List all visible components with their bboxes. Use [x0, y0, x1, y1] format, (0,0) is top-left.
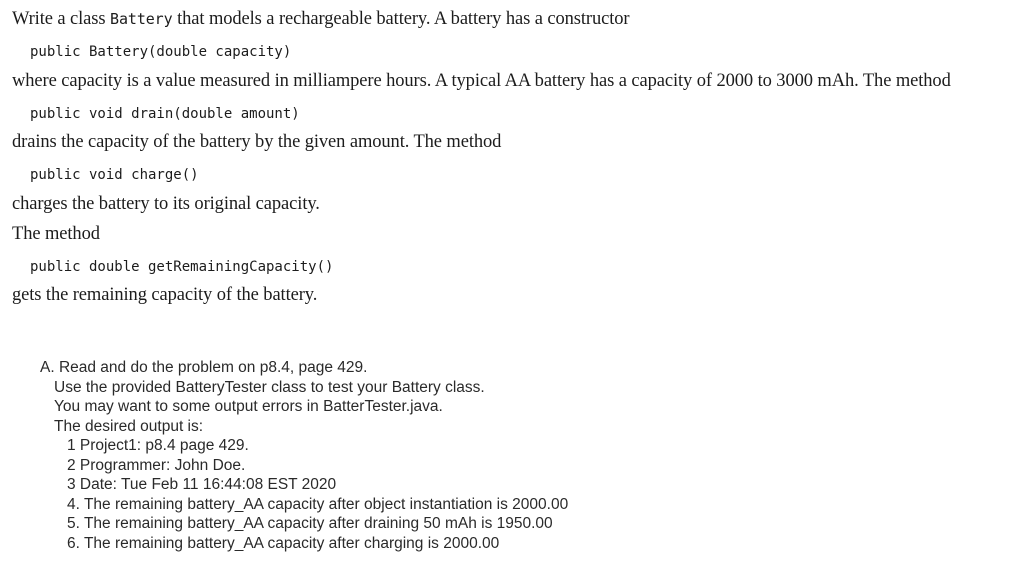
output-line: 3 Date: Tue Feb 11 16:44:08 EST 2020: [67, 476, 337, 493]
drain-signature: public void drain(double amount): [30, 106, 300, 122]
constructor-signature: public Battery(double capacity): [30, 44, 292, 60]
output-line: 6. The remaining battery_AA capacity after charging is 2000.00: [67, 535, 500, 552]
intro-line-3: drains the capacity of the battery by the given amount. The method: [12, 132, 502, 152]
task-output-errors: You may want to some output errors in BatterTester.java.: [54, 398, 443, 415]
get-capacity-signature: public double getRemainingCapacity(): [30, 259, 334, 275]
task-item-a: A. Read and do the problem on p8.4, page 429.: [40, 359, 368, 376]
output-line: 5. The remaining battery_AA capacity after draining 50 mAh is 1950.00: [67, 515, 553, 532]
intro-line-1-prefix: Write a class: [12, 9, 111, 29]
class-name-code: Battery: [110, 10, 173, 28]
intro-line-2: where capacity is a value measured in milliampere hours. A typical AA battery has a capacity of 2000 to 3000 mAh. The method: [12, 71, 951, 91]
intro-line-1-suffix: that models a rechargeable battery. A battery has a constructor: [172, 9, 630, 29]
intro-line-5: The method: [12, 224, 100, 244]
charge-signature: public void charge(): [30, 167, 199, 183]
output-line: 4. The remaining battery_AA capacity after object instantiation is 2000.00: [67, 496, 569, 513]
output-line: 1 Project1: p8.4 page 429.: [67, 437, 249, 454]
intro-line-6: gets the remaining capacity of the battery.: [12, 285, 318, 305]
task-use-tester: Use the provided BatteryTester class to test your Battery class.: [54, 379, 485, 396]
task-desired-output: The desired output is:: [54, 418, 204, 435]
intro-line-1: [12, 9, 630, 30]
intro-line-4: charges the battery to its original capacity.: [12, 194, 320, 214]
output-line: 2 Programmer: John Doe.: [67, 457, 246, 474]
